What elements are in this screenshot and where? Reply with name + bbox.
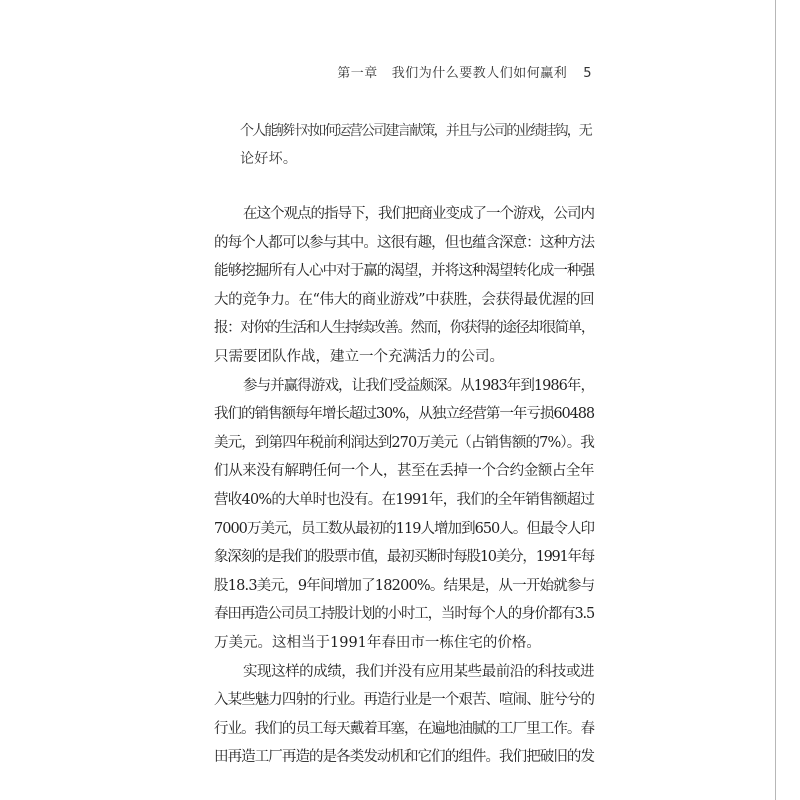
paragraph-line: 万美元。这相当于1991年春田市一栋住宅的价格。 <box>214 634 541 651</box>
body-text <box>214 200 594 772</box>
chapter-title: 我们为什么要教人们如何赢利 <box>391 66 568 81</box>
paragraph-line: 我们的销售额每年增长超过30%，从独立经营第一年亏损60488 <box>214 406 594 423</box>
paragraph-line: 营收40%的大单时也没有。在1991年，我们的全年销售额超过 <box>214 491 594 508</box>
paragraph-line: 行业。我们的员工每天戴着耳塞，在遍地油腻的工厂里工作。春 <box>214 720 594 737</box>
paragraph-line: 在这个观点的指导下，我们把商业变成了一个游戏，公司内 <box>243 206 594 222</box>
paragraph-line: 能够挖掘所有人心中对于赢的渴望，并将这种渴望转化成一种强 <box>214 263 594 280</box>
paragraph-line: 参与并赢得游戏，让我们受益颇深。从1983年到1986年， <box>243 377 594 394</box>
running-head <box>200 62 592 81</box>
paragraph-line: 大的竞争力。在“伟大的商业游戏”中获胜，会获得最优渥的回 <box>214 291 594 308</box>
paragraph-line: 入某些魅力四射的行业。再造行业是一个艰苦、喧闹、脏兮兮的 <box>214 692 594 709</box>
paragraph-line: 股18.3美元，9年间增加了18200%。结果是，从一开始就参与 <box>214 577 595 594</box>
paragraph-line: 只需要团队作战，建立一个充满活力的公司。 <box>214 348 504 365</box>
page-edge-rule <box>775 0 776 800</box>
paragraph-line: 象深刻的是我们的股票市值，最初买断时每股10美分，1991年每 <box>214 549 594 566</box>
paragraph-line: 7000万美元，员工数从最初的119人增加到650人。但最令人印 <box>214 520 594 537</box>
paragraph-line: 春田再造公司员工持股计划的小时工，当时每个人的身价都有3.5 <box>214 606 594 623</box>
paragraph-line: 实现这样的成绩，我们并没有应用某些最前沿的科技或进 <box>243 663 594 680</box>
quoted-passage <box>240 117 592 173</box>
paragraph-line: 田再造工厂再造的是各类发动机和它们的组件。我们把破旧的发 <box>214 749 594 766</box>
chapter-label: 第一章 <box>337 66 378 81</box>
quote-line: 个人能够针对如何运营公司建言献策，并且与公司的业绩挂钩，无 <box>240 123 591 139</box>
paragraph-line: 们从来没有解聘任何一个人，甚至在丢掉一个合约金额占全年 <box>214 463 594 480</box>
paragraph-line: 报：对你的生活和人生持续改善。然而，你获得的途径却很简单， <box>214 320 594 337</box>
paragraph-line: 美元，到第四年税前利润达到270万美元（占销售额的7%）。我 <box>214 434 594 451</box>
quote-line: 论好坏。 <box>240 151 298 167</box>
page-number: 5 <box>583 66 592 81</box>
paragraph-line: 的每个人都可以参与其中。这很有趣，但也蕴含深意：这种方法 <box>214 234 594 251</box>
